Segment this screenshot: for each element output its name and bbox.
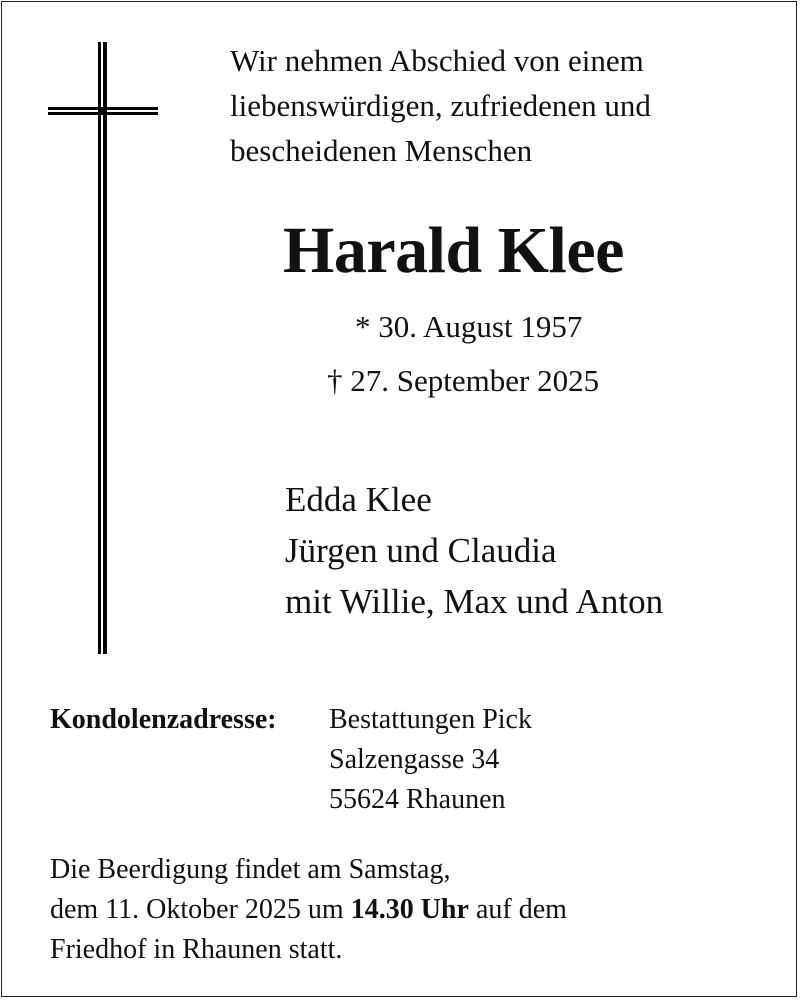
- funeral-line: Die Beerdigung findet am Samstag,: [50, 854, 451, 885]
- motto-line: liebenswürdigen, zufriedenen und: [230, 88, 651, 123]
- funeral-date-suffix: auf dem: [468, 894, 567, 925]
- death-date: † 27. September 2025: [327, 363, 600, 398]
- cross-vertical-bar: [98, 42, 107, 654]
- condolence-address: [329, 700, 532, 820]
- cross-center: [98, 107, 107, 115]
- address-line: 55624 Rhaunen: [329, 784, 506, 815]
- funeral-time: 14.30 Uhr: [350, 894, 469, 925]
- birth-date: * 30. August 1957: [355, 309, 583, 344]
- address-line: Bestattungen Pick: [329, 704, 532, 735]
- deceased-name: Harald Klee: [283, 214, 624, 287]
- condolence-label: Kondolenzadresse:: [50, 704, 277, 735]
- family-line: mit Willie, Max und Anton: [285, 582, 664, 621]
- motto-line: bescheidenen Menschen: [230, 133, 533, 168]
- funeral-line: [50, 890, 567, 930]
- family-signature: [285, 474, 663, 627]
- funeral-info: [50, 850, 567, 970]
- motto-line: Wir nehmen Abschied von einem: [230, 43, 644, 78]
- family-line: Jürgen und Claudia: [285, 531, 557, 570]
- funeral-line: Friedhof in Rhaunen statt.: [50, 934, 343, 965]
- address-line: Salzengasse 34: [329, 744, 500, 775]
- family-line: Edda Klee: [285, 480, 432, 519]
- farewell-motto: [230, 38, 651, 173]
- funeral-date-text: dem 11. Oktober 2025 um: [50, 894, 351, 925]
